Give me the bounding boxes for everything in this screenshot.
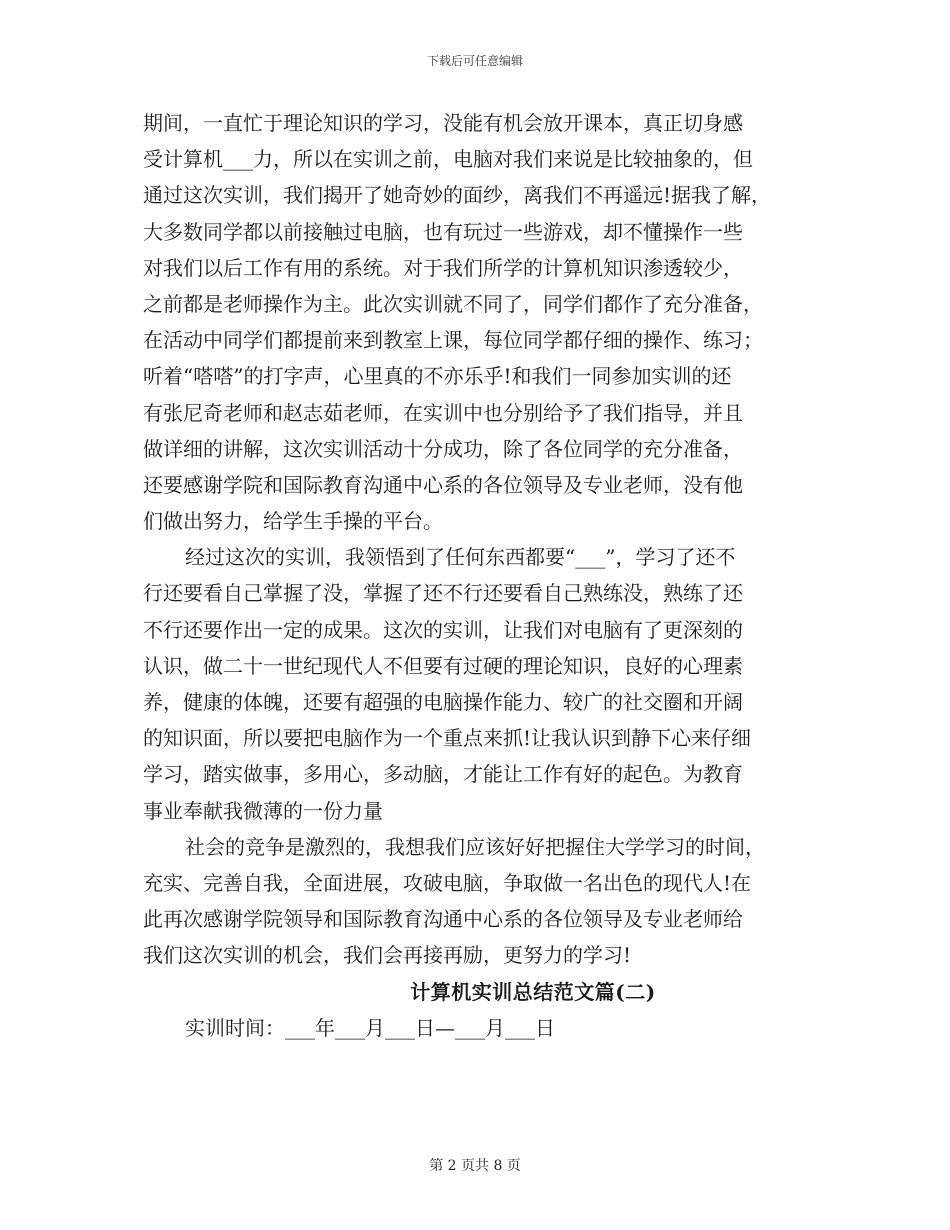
document-body [143, 105, 823, 1046]
text-line: 认识，做二十一世纪现代人不但要有过硬的理论知识，良好的心理素 [143, 653, 743, 678]
training-time-line: 实训时间：___年___月___日—___月___日 [185, 1015, 555, 1040]
page-number: 第 2 页共 8 页 [429, 1158, 521, 1174]
text-line: 之前都是老师操作为主。此次实训就不同了，同学们都作了充分准备， [143, 291, 763, 316]
text-line: 社会的竞争是激烈的，我想我们应该好好把握住大学学习的时间， [185, 834, 765, 859]
text-line: 做详细的讲解，这次实训活动十分成功，除了各位同学的充分准备， [143, 436, 743, 461]
text-line: 期间，一直忙于理论知识的学习，没能有机会放开课本，真正切身感 [143, 111, 743, 135]
text-line: 养，健康的体魄，还要有超强的电脑操作能力、较广的社交圈和开阔 [143, 690, 743, 714]
text-line: 我们这次实训的机会，我们会再接再励，更努力的学习! [143, 943, 632, 968]
text-line: 在活动中同学们都提前来到教室上课，每位同学都仔细的操作、练习； [143, 328, 763, 353]
text-line: 此再次感谢学院领导和国际教育沟通中心系的各位领导及专业老师给 [143, 907, 743, 932]
text-line: 有张尼奇老师和赵志茹老师，在实训中也分别给予了我们指导，并且 [143, 400, 743, 425]
text-line: 大多数同学都以前接触过电脑，也有玩过一些游戏，却不懂操作一些 [143, 219, 743, 244]
text-line: 的知识面，所以要把电脑作为一个重点来抓!让我认识到静下心来仔细 [143, 726, 752, 751]
text-line: 对我们以后工作有用的系统。对于我们所学的计算机知识渗透较少， [143, 255, 743, 280]
section-title: 计算机实训总结范文篇(二) [410, 979, 656, 1004]
text-line: 们做出努力，给学生手操的平台。 [143, 509, 443, 534]
page-header: 下载后可任意编辑 [426, 54, 523, 68]
text-line: 还要感谢学院和国际教育沟通中心系的各位领导及专业老师，没有他 [143, 472, 743, 497]
text-line: 充实、完善自我，全面进展，攻破电脑，争取做一名出色的现代人!在 [143, 870, 752, 895]
text-line: 经过这次的实训，我领悟到了任何东西都要“___”，学习了还不 [185, 545, 736, 570]
text-line: 学习，踏实做事，多用心，多动脑，才能让工作有好的起色。为教育 [143, 762, 743, 787]
text-line: 不行还要作出一定的成果。这次的实训，让我们对电脑有了更深刻的 [143, 617, 743, 642]
text-line: 受计算机___力，所以在实训之前，电脑对我们来说是比较抽象的，但 [143, 147, 753, 172]
paragraph-lines [143, 105, 823, 974]
text-line: 听着“嗒嗒”的打字声，心里真的不亦乐乎!和我们一同参加实训的还 [143, 364, 732, 389]
text-line: 事业奉献我微薄的一份力量 [143, 798, 383, 823]
text-line: 行还要看自己掌握了没，掌握了还不行还要看自己熟练没，熟练了还 [143, 581, 743, 606]
text-line: 通过这次实训，我们揭开了她奇妙的面纱，离我们不再遥远!据我了解， [143, 183, 772, 208]
